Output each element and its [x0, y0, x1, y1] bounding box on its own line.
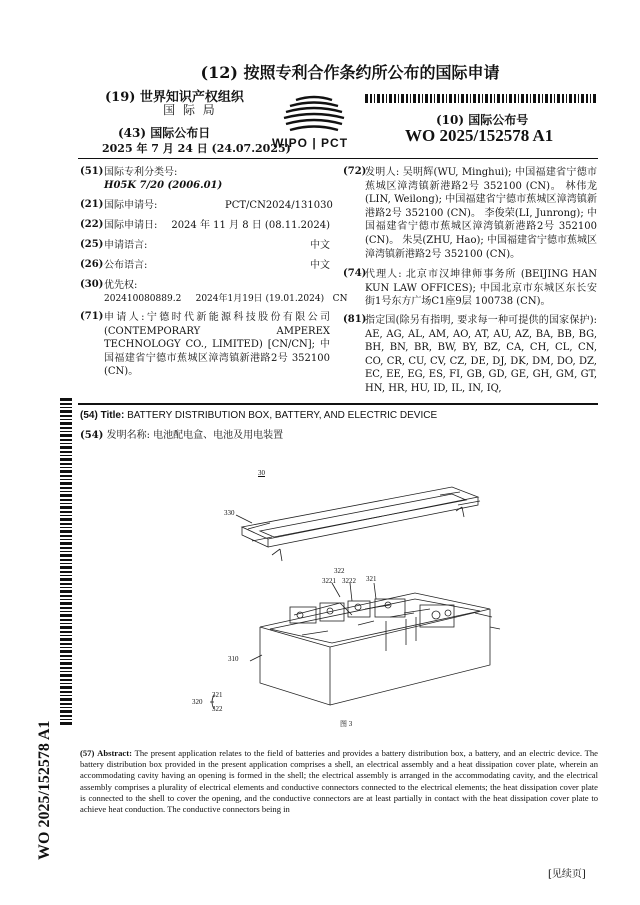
org-label: (19) 世界知识产权组织	[105, 90, 244, 105]
field-value: 中文	[310, 260, 330, 271]
applicant-block	[104, 311, 330, 379]
field-code: (51)	[80, 166, 104, 177]
top-barcode	[365, 91, 597, 103]
figure-label: 320	[192, 698, 203, 706]
field-code: (54)	[80, 410, 98, 421]
wipo-logo	[268, 92, 360, 152]
org-sub: 国 际 局	[163, 103, 217, 117]
field-value: 中文	[310, 240, 330, 251]
field-label: 国际申请号:	[104, 200, 158, 211]
designated-states-text: 指定国(除另有指明, 要求每一种可提供的国家保护): AE, AG, AL, AM, AO, AT, AU, AZ, BA, BB, BG, BH, BN, BR, BW, BY, BZ, CA, CH, CL, CN, CO, CR, CU, CV, CZ, DE, DJ, DK, DM, DO, DZ, EC, EE, EG, ES, FI, GB, GD, GE, GH, GM, GT, HN, HR, HU, ID, IL, IN, IQ,	[365, 315, 597, 394]
field-label: 申请人:	[104, 312, 145, 323]
field-label: 公布语言:	[104, 260, 148, 271]
field-label: Title:	[100, 410, 125, 421]
field-code: (22)	[80, 219, 104, 230]
field-value: 电池配电盒、电池及用电装置	[153, 430, 284, 441]
pub-date: 2025 年 7 月 24 日 (24.07.2025)	[102, 142, 291, 155]
field-label: 优先权:	[104, 280, 138, 291]
field-code: (71)	[80, 311, 104, 322]
figure-label: 3221	[322, 577, 336, 585]
document-title: (12) 按照专利合作条约所公布的国际申请	[200, 63, 500, 82]
field-code: (26)	[80, 259, 104, 270]
continued-note: [见续页]	[548, 869, 586, 880]
field-value: PCT/CN2024/131030	[225, 200, 333, 211]
header-divider	[78, 158, 598, 159]
figure-label: 330	[224, 509, 235, 517]
wipo-text: WIPO | PCT	[272, 136, 349, 150]
field-code: (74)	[343, 268, 367, 279]
pub-date-label: (43) 国际公布日	[118, 126, 211, 140]
figure-label: 3222	[342, 577, 356, 585]
inventors-text: 发明人: 吴明辉(WU, Minghui); 中国福建省宁德市蕉城区漳湾镇新港路2号 352100 (CN)。 林伟龙(LIN, Weilong); 中国福建省宁德市蕉城区漳湾镇新港路2号 352100 (CN)。 李俊荣(LI, Junrong); 中国福建省宁德市蕉城区漳湾镇新港路2号 352100 (CN)。 朱昊(ZHU, Hao); 中国福建省宁德市蕉城区漳湾镇新港路2号 352100 (CN)。	[365, 167, 597, 260]
field-value: 宁德时代新能源科技股份有限公司 (CONTEMPORARY AMPEREX TECHNOLOGY CO., LIMITED) [CN/CN]; 中国福建省宁德市蕉城区漳湾镇新港路2号 352100 (CN)。	[104, 312, 331, 377]
agent-text: 代理人: 北京市汉坤律师事务所 (BEIJING HAN KUN LAW OFFICES); 中国北京市东城区东长安街1号东方广场C1座9层 100738 (CN)。	[365, 269, 597, 308]
field-code: (21)	[80, 199, 104, 210]
field-code: (54)	[80, 430, 104, 441]
figure-label: 321	[212, 691, 223, 699]
patent-figure	[190, 465, 510, 740]
pub-no: WO 2025/152578 A1	[405, 126, 554, 145]
priority-value: 202410080889.2 2024年1月19日 (19.01.2024) CN	[104, 294, 348, 304]
field-code: (81)	[343, 314, 367, 325]
field-code: (72)	[343, 166, 367, 177]
field-value: 2024 年 11 月 8 日 (08.11.2024)	[171, 220, 330, 231]
side-barcode	[60, 398, 72, 726]
abstract-text: The present application relates to the field of batteries and provides a battery distribution box, a battery, and an electric device. The battery distribution box provided in the present application comprises a shell, an electrical assembly and a heat dissipation cover plate, wherein an accommodating cavity having an opening is formed in the shell; the electrical assembly is arranged in the accommodating cavity, and the electrical assembly comprises a plurality of electrical elements and conductive connectors connected to the electrical elements; the heat dissipation cover plate is connected to the shell to cover the opening, and the conductive connectors are at least partially in contact with the heat dissipation cover plate to achieve heat conduction. The conductive connectors being in	[80, 748, 598, 815]
title-cn	[80, 429, 283, 443]
figure-label: 322	[212, 705, 223, 713]
figure-label: 321	[366, 575, 377, 583]
field-label: 申请语言:	[104, 240, 148, 251]
side-publication-number: WO 2025/152578 A1	[36, 720, 53, 860]
field-label: Abstract:	[97, 748, 132, 758]
figure-caption: 图 3	[340, 720, 353, 728]
field-label: 发明名称:	[106, 430, 150, 441]
field-value: H05K 7/20 (2006.01)	[104, 180, 223, 191]
field-code: (30)	[80, 279, 104, 290]
figure-label: 30	[258, 469, 265, 477]
field-code: (25)	[80, 239, 104, 250]
section-divider	[78, 403, 598, 405]
figure-label: 310	[228, 655, 239, 663]
field-code: (57)	[80, 748, 95, 758]
field-label: 国际专利分类号:	[104, 167, 178, 178]
field-value: BATTERY DISTRIBUTION BOX, BATTERY, AND ELECTRIC DEVICE	[127, 410, 438, 421]
abstract	[80, 748, 598, 815]
field-label: 国际申请日:	[104, 220, 158, 231]
pub-no-label: (10) 国际公布号	[436, 113, 529, 127]
figure-label: 322	[334, 567, 345, 575]
title-en	[80, 409, 437, 423]
